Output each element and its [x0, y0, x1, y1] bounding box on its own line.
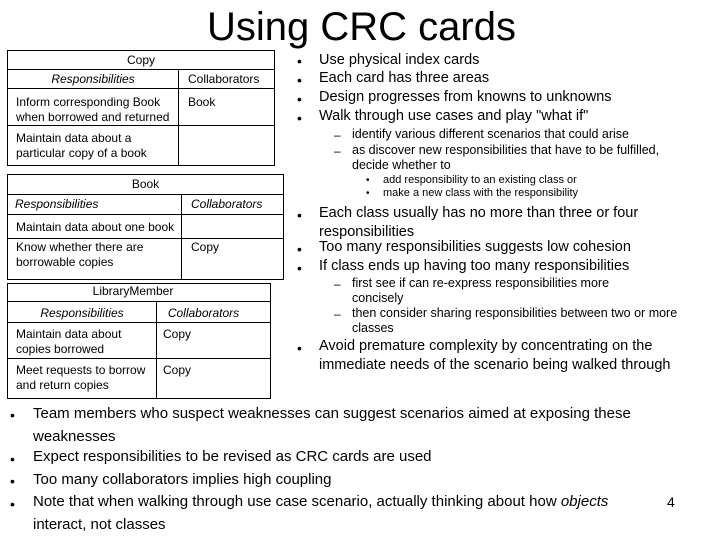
bullet-text: Avoid premature complexity by concentrating on the immediate needs of the scenario being walked through — [319, 338, 671, 373]
sub-bullet-text: then consider sharing responsibilities between two or more classes — [352, 306, 678, 335]
bullet-marker: • — [297, 110, 302, 126]
card-copy-column-divider — [178, 69, 179, 165]
card-book-collaborators-header: Collaborators — [191, 197, 263, 211]
bullet-marker: • — [297, 53, 302, 69]
bullet-marker: • — [10, 451, 15, 467]
card-member-name: LibraryMember — [92, 284, 174, 298]
crc-card-librarymember — [7, 283, 271, 399]
bottom-bullet-text: Too many collaborators implies high coupling — [33, 471, 332, 488]
bullet-text: Use physical index cards — [319, 52, 480, 68]
bullet-text: If class ends up having too many responsibilities — [319, 258, 630, 274]
card-book-collaborator-2: Copy — [191, 240, 220, 254]
bottom-bullet-text: Team members who suspect weaknesses can suggest scenarios aimed at exposing these weaknesses — [33, 405, 631, 445]
bullet-marker: • — [10, 407, 15, 423]
bullet-marker: • — [297, 241, 302, 257]
bullet-text: Design progresses from knowns to unknowns — [319, 89, 612, 105]
card-member-responsibility-2: Meet requests to borrow and return copies — [16, 363, 146, 392]
dash-marker: – — [334, 307, 341, 321]
bullet-text: Too many responsibilities suggests low cohesion — [319, 239, 631, 255]
slide-title: Using CRC cards — [207, 5, 516, 49]
sub-bullet-text: identify various different scenarios that could arise — [352, 127, 630, 141]
card-copy-collaborators-header: Collaborators — [188, 72, 260, 86]
dash-marker: – — [334, 128, 341, 142]
card-member-collaborator-1: Copy — [163, 327, 192, 341]
bullet-marker: • — [297, 72, 302, 88]
bottom-bullet-text — [33, 491, 663, 536]
card-member-collaborators-header: Collaborators — [167, 306, 240, 320]
sub-sub-bullet-text: add responsibility to an existing class or — [383, 174, 577, 186]
bullet-text: Each card has three areas — [319, 70, 490, 86]
bullet-marker: • — [297, 260, 302, 276]
bullet-marker: • — [10, 473, 15, 489]
card-book-name: Book — [131, 177, 160, 191]
card-copy-responsibilities-header: Responsibilities — [51, 72, 135, 86]
card-copy-divider-header — [8, 88, 274, 89]
bullet-text: Walk through use cases and play "what if" — [319, 108, 589, 124]
dash-marker: – — [334, 144, 341, 158]
bullet-marker: • — [366, 175, 370, 186]
sub-bullet-text: as discover new responsibilities that have to be fulfilled, decide whether to — [352, 143, 660, 172]
card-book-divider-top — [8, 194, 283, 195]
bottom-bullet-text-post: interact, not classes — [33, 515, 166, 533]
card-book-column-divider — [181, 194, 182, 279]
bullet-marker: • — [297, 207, 302, 223]
bullet-marker: • — [297, 340, 302, 356]
card-member-divider-header — [8, 322, 270, 323]
sub-bullet-text: first see if can re-express responsibilities more concisely — [352, 276, 610, 305]
card-copy-divider-row — [8, 125, 274, 126]
bullet-text: Each class usually has no more than three or four responsibilities — [319, 205, 639, 240]
bottom-bullet-text: Expect responsibilities to be revised as CRC cards are used — [33, 448, 432, 465]
bottom-bullet-text-pre: Note that when walking through use case scenario, actually thinking about how — [33, 493, 561, 510]
bullet-marker: • — [297, 91, 302, 107]
card-book-responsibility-2: Know whether there are borrowable copies — [16, 240, 144, 269]
card-copy-responsibility-1: Inform corresponding Book when borrowed and returned — [16, 95, 170, 124]
dash-marker: – — [334, 277, 341, 291]
sub-sub-bullet-text: make a new class with the responsibility — [383, 187, 579, 199]
card-copy-collaborator-1: Book — [188, 95, 216, 109]
card-member-divider-top — [8, 301, 270, 302]
card-member-collaborator-2: Copy — [163, 363, 192, 377]
card-book-responsibilities-header: Responsibilities — [15, 197, 99, 211]
bottom-bullet-text-emphasis: objects — [560, 493, 609, 510]
crc-card-book — [7, 174, 284, 280]
card-book-divider-header — [8, 214, 283, 215]
page-number: 4 — [667, 494, 675, 510]
bullet-marker: • — [366, 188, 370, 199]
card-copy-divider-top — [8, 69, 274, 70]
bullet-marker: • — [10, 496, 15, 512]
card-copy-responsibility-2: Maintain data about a particular copy of a book — [16, 131, 147, 160]
card-member-responsibilities-header: Responsibilities — [40, 306, 124, 320]
crc-card-copy — [7, 50, 275, 166]
card-member-responsibility-1: Maintain data about copies borrowed — [16, 327, 122, 356]
card-member-divider-row — [8, 358, 270, 359]
card-book-divider-row — [8, 238, 283, 239]
card-book-responsibility-1: Maintain data about one book — [16, 220, 175, 234]
card-copy-name: Copy — [126, 53, 155, 67]
